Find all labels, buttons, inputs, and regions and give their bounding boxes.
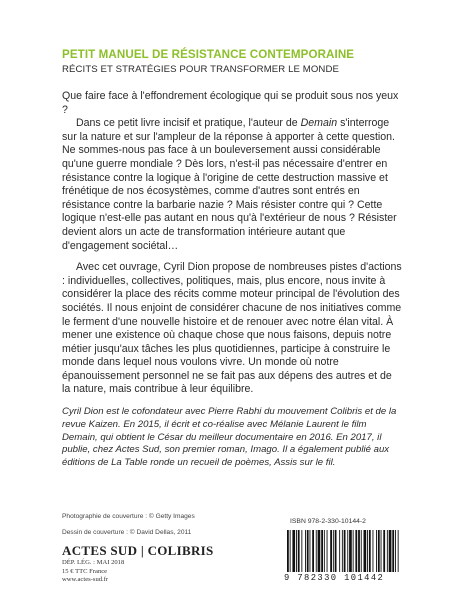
barcode-bar — [292, 530, 295, 572]
barcode-bar — [353, 530, 354, 572]
barcode-bar — [335, 530, 337, 572]
barcode-bar — [347, 530, 348, 572]
barcode-bar — [369, 530, 371, 572]
barcode-bar — [349, 530, 352, 572]
cover-credits — [62, 509, 195, 541]
barcode-bar — [333, 530, 334, 572]
barcode-bar — [376, 530, 377, 572]
barcode-bar — [398, 530, 399, 572]
barcode-bar — [321, 530, 323, 572]
paragraph-3: Avec cet ouvrage, Cyril Dion propose de nombreuses pistes d'actions : individuelles, collectives, politiques, mais, plus encore, nous invite à considérer la place des récits comme moteur principal de l'évolution des sociétés. Il nous enjoint de considérer chacune de nos initiatives comme le ferment d'une nouvelle histoire et de renouer avec notre élan vital. À mener une existence où chaque chose que nous faisons, depuis notre métier jusqu'aux tâches les plus quotidiennes, participe à construire le monde dans lequel nous voulons vivre. Un monde où notre épanouissement personnel ne se fait pas aux dépens des autres et de la nature, mais contribue à leur équilibre. — [62, 261, 402, 396]
barcode-bar — [312, 530, 314, 572]
isbn: ISBN 978-2-330-10144-2 — [290, 518, 366, 525]
barcode-number: 9 782330 101442 — [284, 573, 385, 583]
book-reference: Demain — [300, 117, 338, 130]
barcode-bar — [339, 530, 340, 572]
barcode-bar — [355, 530, 357, 572]
barcode — [283, 530, 403, 572]
barcode-bar — [287, 530, 289, 572]
website: www.actes-sud.fr — [62, 576, 109, 584]
barcode-bar — [316, 530, 317, 572]
barcode-bar — [296, 530, 297, 572]
barcode-bar — [364, 530, 367, 572]
legal-deposit: DÉP. LÉG. : MAI 2018 — [62, 559, 125, 566]
barcode-bar — [389, 530, 392, 572]
barcode-bar — [318, 530, 321, 572]
barcode-bar — [310, 530, 311, 572]
barcode-bar — [392, 530, 394, 572]
barcode-bar — [383, 530, 385, 572]
design-credit: Dessin de couverture : © David Dellas, 2011 — [62, 529, 192, 536]
paragraph-intro: Que faire face à l'effondrement écologique qui se produit sous nos yeux ? — [62, 90, 399, 116]
barcode-bar — [373, 530, 374, 572]
back-cover-text — [62, 90, 402, 470]
barcode-bar — [290, 530, 291, 572]
barcode-bar — [361, 530, 362, 572]
barcode-bar — [330, 530, 332, 572]
barcode-bar — [395, 530, 396, 572]
photo-credit: Photographie de couverture : © Getty Images — [62, 513, 195, 520]
barcode-bar — [387, 530, 388, 572]
barcode-bar — [358, 530, 360, 572]
barcode-bar — [301, 530, 302, 572]
publisher-logo: ACTES SUD | COLIBRIS — [62, 543, 214, 558]
barcode-bar — [378, 530, 380, 572]
barcode-bar — [324, 530, 325, 572]
barcode-bar — [367, 530, 368, 572]
barcode-bar — [305, 530, 306, 572]
book-subtitle: RÉCITS ET STRATÉGIES POUR TRANSFORMER LE MONDE — [62, 64, 339, 75]
author-bio: Cyril Dion est le cofondateur avec Pierre Rabhi du mouvement Colibris et de la revue Kaizen. En 2015, il écrit et co-réalise avec Mélanie Laurent le film Demain, qui obtient le César du meilleur documentaire en 2016. En 2017, il publie, chez Actes Sud, son premier roman, Imago. Il a également publié aux éditions de La Table ronde un recueil de poèmes, Assis sur le fil. — [62, 406, 397, 469]
book-title: PETIT MANUEL DE RÉSISTANCE CONTEMPORAINE — [62, 48, 355, 61]
paragraph-2: Dans ce petit livre incisif et pratique, l'auteur de Demain s'interroge sur la nature et sur l'ampleur de la réponse à apporter à cette question. Ne sommes-nous pas face à un bouleversement aussi considérable qu'une guerre mondiale ? Dès lors, n'est-il pas nécessaire d'entrer en résistance contre la logique à l'origine de cette destruction massive et frénétique de nos écosystèmes, comme d'autres sont entrés en résistance contre la barbarie nazie ? Mais résister contre qui ? Cette logique n'est-elle pas autant en nous qu'à l'extérieur de nous ? Résister devient alors un acte de transformation intérieure autant que d'engagement sociétal… — [62, 117, 397, 252]
legal-info — [62, 559, 124, 585]
barcode-bar — [307, 530, 309, 572]
barcode-bar — [381, 530, 382, 572]
barcode-bar — [344, 530, 346, 572]
barcode-bar — [342, 530, 343, 572]
price: 15 € TTC France — [62, 567, 108, 575]
barcode-bar — [327, 530, 328, 572]
barcode-bar — [298, 530, 300, 572]
